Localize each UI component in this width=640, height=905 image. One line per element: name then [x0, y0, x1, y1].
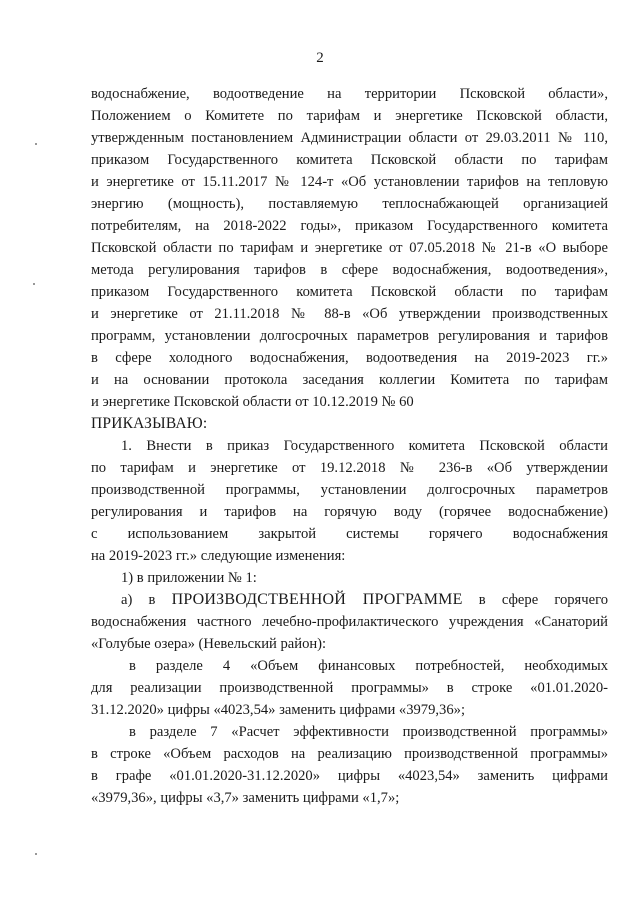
text-line: приказом Государственного комитета Псковской области по тарифам — [91, 152, 608, 168]
text-line: на 2019-2023 гг.» следующие изменения: — [91, 548, 346, 564]
text-line: потребителям, на 2018-2022 годы», приказом Государственного комитета — [91, 218, 608, 234]
text-line: и энергетике от 21.11.2018 № 88-в «Об утверждении производственных — [91, 306, 608, 322]
text-line: энергию (мощность), поставляемую теплоснабжающей организацией — [91, 196, 608, 212]
item-1-paragraph — [91, 435, 608, 567]
text-line: регулирования и тарифов на горячую воду (горячее водоснабжение) — [91, 504, 608, 520]
program-title-caps: ПРОИЗВОДСТВЕННОЙ ПРОГРАММЕ — [171, 591, 463, 608]
section-4-paragraph — [91, 655, 608, 721]
text-line: в строке «Объем расходов на реализацию производственной программы» — [91, 746, 608, 762]
text-line: в разделе 4 «Объем финансовых потребностей, необходимых — [129, 658, 608, 674]
text-line: программ, установлении долгосрочных параметров регулирования и тарифов — [91, 328, 608, 344]
text-line: в графе «01.01.2020-31.12.2020» цифры «4023,54» заменить цифрами — [91, 768, 608, 784]
text-line: 1. Внести в приказ Государственного комитета Псковской области — [121, 438, 608, 454]
text-line: и энергетике от 15.11.2017 № 124-т «Об установлении тарифов на тепловую — [91, 174, 608, 190]
text-line: Положением о Комитете по тарифам и энергетике Псковской области, — [91, 108, 608, 124]
subitem-a-paragraph — [91, 589, 608, 655]
document-body — [91, 83, 608, 809]
text-line: метода регулирования тарифов в сфере водоснабжения, водоотведения», — [91, 262, 608, 278]
text-line: и энергетике Псковской области от 10.12.2019 № 60 — [91, 394, 414, 410]
subitem-a-suffix: в сфере горячего — [478, 592, 609, 608]
text-line: производственной программы, установлении долгосрочных параметров — [91, 482, 608, 498]
scan-speck — [35, 853, 37, 855]
text-line: водоснабжения частного лечебно-профилактического учреждения «Санаторий — [91, 614, 608, 630]
text-line: с использованием закрытой системы горячего водоснабжения — [91, 526, 608, 542]
text-line: в разделе 7 «Расчет эффективности производственной программы» — [129, 724, 608, 740]
text-line — [91, 589, 608, 611]
text-line: в сфере холодного водоснабжения, водоотведения на 2019-2023 гг.» — [91, 350, 608, 366]
scan-speck — [35, 143, 37, 145]
text-line: приказом Государственного комитета Псковской области по тарифам — [91, 284, 608, 300]
text-line: «3979,36», цифры «3,7» заменить цифрами «1,7»; — [91, 790, 400, 806]
section-7-paragraph — [91, 721, 608, 809]
subitem-a-prefix: а) в — [121, 592, 156, 608]
scan-speck — [33, 283, 35, 285]
text-line: для реализации производственной программы» в строке «01.01.2020- — [91, 680, 608, 696]
text-line: 31.12.2020» цифры «4023,54» заменить цифрами «3979,36»; — [91, 702, 465, 718]
subitem-1: 1) в приложении № 1: — [121, 570, 257, 586]
preamble-paragraph — [91, 83, 608, 413]
page-number: 2 — [316, 50, 324, 66]
text-line: и на основании протокола заседания коллегии Комитета по тарифам — [91, 372, 608, 388]
text-line: утвержденным постановлением Администрации области от 29.03.2011 № 110, — [91, 130, 608, 146]
order-heading: ПРИКАЗЫВАЮ: — [91, 415, 208, 432]
text-line: «Голубые озера» (Невельский район): — [91, 636, 327, 652]
text-line: водоснабжение, водоотведение на территории Псковской области», — [91, 86, 608, 102]
text-line: Псковской области по тарифам и энергетике от 07.05.2018 № 21-в «О выборе — [91, 240, 608, 256]
text-line: по тарифам и энергетике от 19.12.2018 № 236-в «Об утверждении — [91, 460, 608, 476]
